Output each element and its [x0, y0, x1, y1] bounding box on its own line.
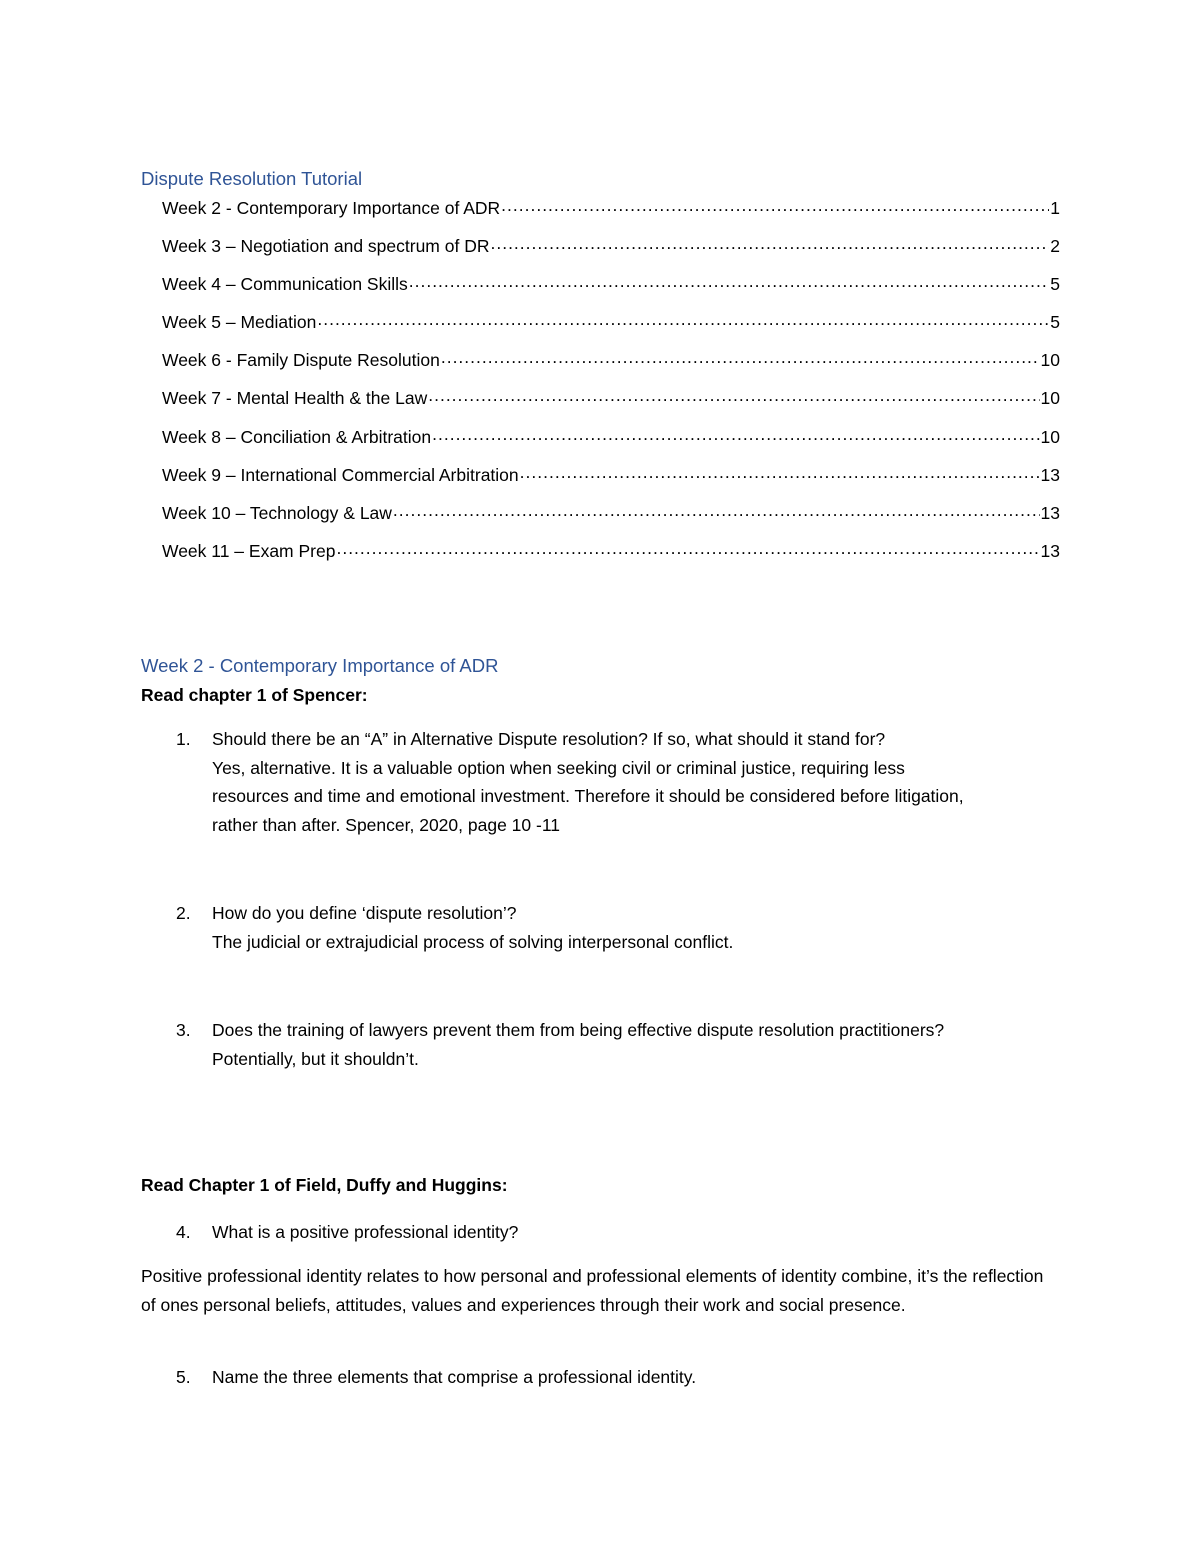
question-item — [176, 1363, 982, 1392]
toc-entry[interactable] — [162, 539, 1060, 577]
toc-entry-page: 2 — [1050, 236, 1060, 257]
question-number: 1. — [176, 729, 191, 749]
question-body — [212, 1016, 982, 1073]
toc-dot-leader — [428, 387, 1039, 405]
toc-dot-leader — [432, 425, 1039, 443]
toc-entry[interactable] — [162, 386, 1060, 424]
toc-entry-label: Week 6 - Family Dispute Resolution — [162, 350, 440, 371]
toc-entry-page: 13 — [1040, 464, 1060, 485]
question-text: Name the three elements that comprise a professional identity. — [212, 1367, 697, 1387]
question-body — [212, 725, 982, 839]
section-heading: Week 2 - Contemporary Importance of ADR — [141, 655, 499, 676]
toc-dot-leader — [317, 311, 1049, 329]
toc-entry[interactable] — [162, 310, 1060, 348]
toc-entry-page: 1 — [1050, 198, 1060, 218]
question-number: 3. — [176, 1020, 191, 1040]
toc-entry-page: 13 — [1040, 502, 1060, 523]
toc-entry-page: 10 — [1040, 426, 1060, 447]
question-body — [212, 899, 982, 956]
toc-entry-label: Week 8 – Conciliation & Arbitration — [162, 426, 432, 447]
question-text: What is a positive professional identity? — [212, 1222, 519, 1242]
reading-instruction: Read Chapter 1 of Field, Duffy and Huggins: — [141, 1175, 508, 1195]
question-item — [176, 899, 982, 956]
toc-entry-page: 5 — [1050, 274, 1060, 295]
toc-entry[interactable] — [162, 234, 1060, 272]
answer-text: Yes, alternative. It is a valuable option when seeking civil or criminal justice, requiring less resources and time and emotional investment. Therefore it should be considered before litigation, rather than after. Spencer, 2020, page 10 -11 — [212, 757, 964, 835]
question-text: Should there be an “A” in Alternative Dispute resolution? If so, what should it stand for? — [212, 729, 886, 749]
question-body — [212, 1218, 982, 1247]
toc-entry[interactable] — [162, 425, 1060, 463]
answer-text: The judicial or extrajudicial process of solving interpersonal conflict. — [212, 931, 734, 952]
question-item — [176, 1016, 982, 1073]
question-text: Does the training of lawyers prevent them from being effective dispute resolution practitioners? — [212, 1020, 945, 1040]
reading-instruction: Read chapter 1 of Spencer: — [141, 685, 368, 705]
toc-entry-page: 10 — [1040, 350, 1060, 371]
toc-entry[interactable] — [162, 501, 1060, 539]
question-item — [176, 1218, 982, 1247]
toc-entry-label: Week 7 - Mental Health & the Law — [162, 388, 428, 409]
question-number: 4. — [176, 1222, 191, 1242]
toc-entry-label: Week 2 - Contemporary Importance of ADR — [162, 198, 501, 218]
question-number: 2. — [176, 903, 191, 923]
toc-dot-leader — [501, 197, 1049, 215]
answer-paragraph: Positive professional identity relates to how personal and professional elements of identity combine, it’s the reflection of ones personal beliefs, attitudes, values and experiences through their work and social presence. — [141, 1266, 1044, 1315]
toc-entry-page: 13 — [1040, 540, 1060, 561]
question-body — [212, 1363, 982, 1392]
toc-entry-page: 5 — [1050, 312, 1060, 333]
toc-dot-leader — [409, 273, 1050, 291]
toc-title: Dispute Resolution Tutorial — [141, 168, 363, 189]
answer-text: Potentially, but it shouldn’t. — [212, 1048, 419, 1069]
toc-dot-leader — [520, 463, 1040, 481]
toc-entry-page: 10 — [1040, 388, 1060, 409]
toc-entry[interactable] — [162, 196, 1060, 234]
toc-dot-leader — [441, 349, 1040, 367]
question-number: 5. — [176, 1367, 191, 1387]
toc-entry-label: Week 3 – Negotiation and spectrum of DR — [162, 236, 490, 257]
toc-entry[interactable] — [162, 463, 1060, 501]
question-text: How do you define ‘dispute resolution’? — [212, 903, 517, 923]
toc-entry[interactable] — [162, 272, 1060, 310]
question-item — [176, 725, 982, 839]
toc-entry-label: Week 10 – Technology & Law — [162, 502, 392, 523]
toc-entry-label: Week 5 – Mediation — [162, 312, 317, 333]
toc-dot-leader — [393, 501, 1040, 519]
toc-entry-label: Week 9 – International Commercial Arbitration — [162, 464, 519, 485]
toc-dot-leader — [490, 235, 1049, 253]
toc-entry[interactable] — [162, 348, 1060, 386]
toc-dot-leader — [336, 539, 1039, 557]
toc-entry-label: Week 11 – Exam Prep — [162, 540, 336, 561]
table-of-contents — [162, 196, 1060, 577]
toc-entry-label: Week 4 – Communication Skills — [162, 274, 408, 295]
